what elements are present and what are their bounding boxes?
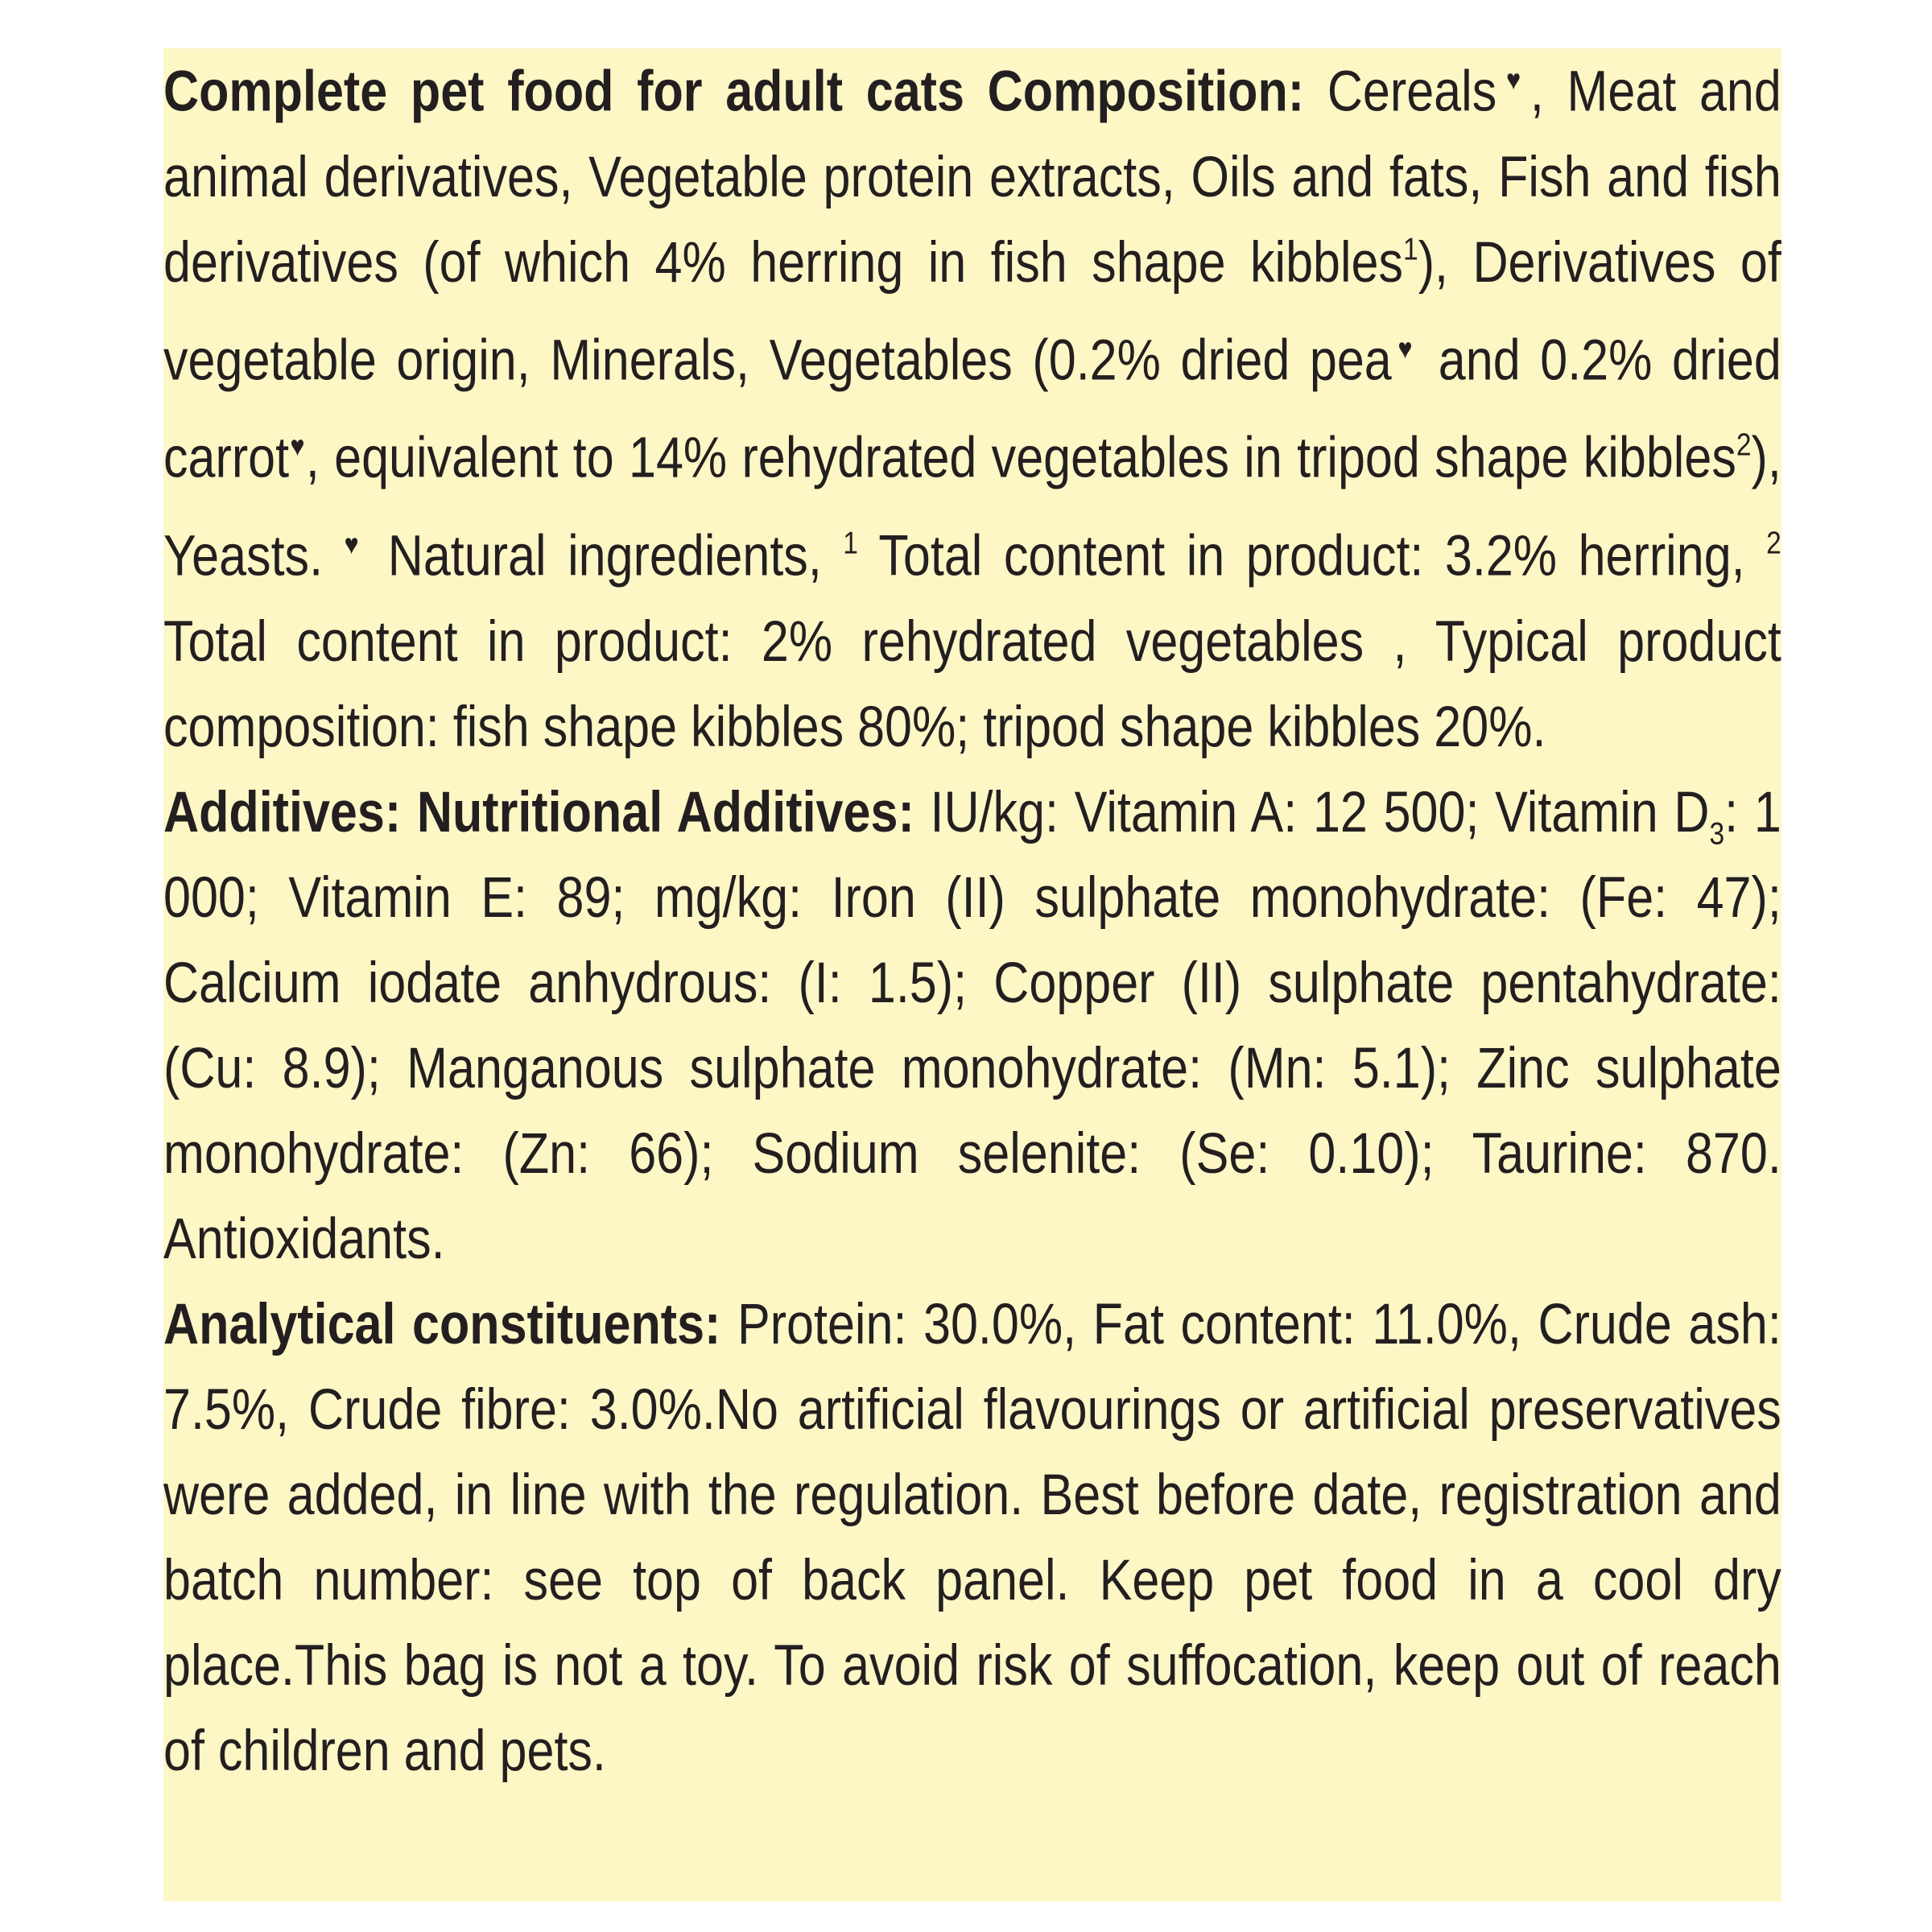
- composition-text: Total content in product: 3.2% herring,: [857, 524, 1767, 588]
- ingredients-label: [163, 37, 1781, 1794]
- product-description-heading: Complete pet food for adult cats: [163, 60, 964, 124]
- footnote-marker: 2: [1736, 427, 1752, 463]
- additives-heading: Additives: Nutritional Additives:: [163, 780, 914, 844]
- footnote-marker: 1: [843, 526, 858, 561]
- analytical-paragraph: [163, 1282, 1781, 1794]
- natural-heart-icon: ♥: [1391, 332, 1419, 365]
- additives-text: : 1 000; Vitamin E: 89; mg/kg: Iron (II) sulphate monohydrate: (Fe: 47); Calcium iodate anhydrous: (I: 1.5); Copper (II) sulphate pentahydrate: (Cu: 8.9); Manganous sulphate monohydrate: (Mn: 5.1); Zinc sulphate monohydrate: (Zn: 66); Sodium selenite: (Se: 0.10); Taurine: 870. Antioxidants.: [163, 780, 1781, 1271]
- composition-text: and 0.2% dried carrot: [163, 328, 1781, 490]
- additives-text: IU/kg: Vitamin A: 12 500; Vitamin D: [914, 780, 1710, 844]
- composition-heading: Composition:: [987, 60, 1305, 124]
- composition-text: ), Yeasts.: [163, 426, 1781, 588]
- analytical-heading: Analytical constituents:: [163, 1292, 721, 1356]
- additives-paragraph: [163, 770, 1781, 1282]
- footnote-marker: 1: [1403, 232, 1418, 267]
- composition-paragraph: [163, 37, 1781, 770]
- natural-heart-icon: ♥: [289, 430, 306, 463]
- composition-text: , equivalent to 14% rehydrated vegetables in tripod shape kibbles: [305, 426, 1736, 490]
- analytical-text: Protein: 30.0%, Fat content: 11.0%, Crude ash: 7.5%, Crude fibre: 3.0%.No artificial flavourings or artificial preservatives were added, in line with the regulation. Best before date, registration and batch number: see top of back panel. Keep pet food in a cool dry place.This bag is not a toy. To avoid risk of suffocation, keep out of reach of children and pets.: [163, 1292, 1781, 1783]
- composition-text: Cereals: [1327, 60, 1497, 124]
- natural-heart-icon: ♥: [1496, 64, 1530, 96]
- footnote-marker: 2: [1766, 526, 1781, 561]
- composition-text: ), Derivatives of vegetable origin, Minerals, Vegetables (0.2% dried pea: [163, 230, 1781, 393]
- composition-text: Total content in product: 2% rehydrated vegetables , Typical product composition: fish shape kibbles 80%; tripod shape kibbles 20%.: [163, 609, 1781, 759]
- composition-text: Natural ingredients,: [366, 524, 844, 588]
- natural-heart-icon: ♥: [344, 527, 367, 560]
- composition-text: , Meat and animal derivatives, Vegetable protein extracts, Oils and fats, Fish and fish derivatives (of which 4% herring in fish shape kibbles: [163, 60, 1781, 295]
- vitamin-d-subscript: 3: [1709, 816, 1725, 852]
